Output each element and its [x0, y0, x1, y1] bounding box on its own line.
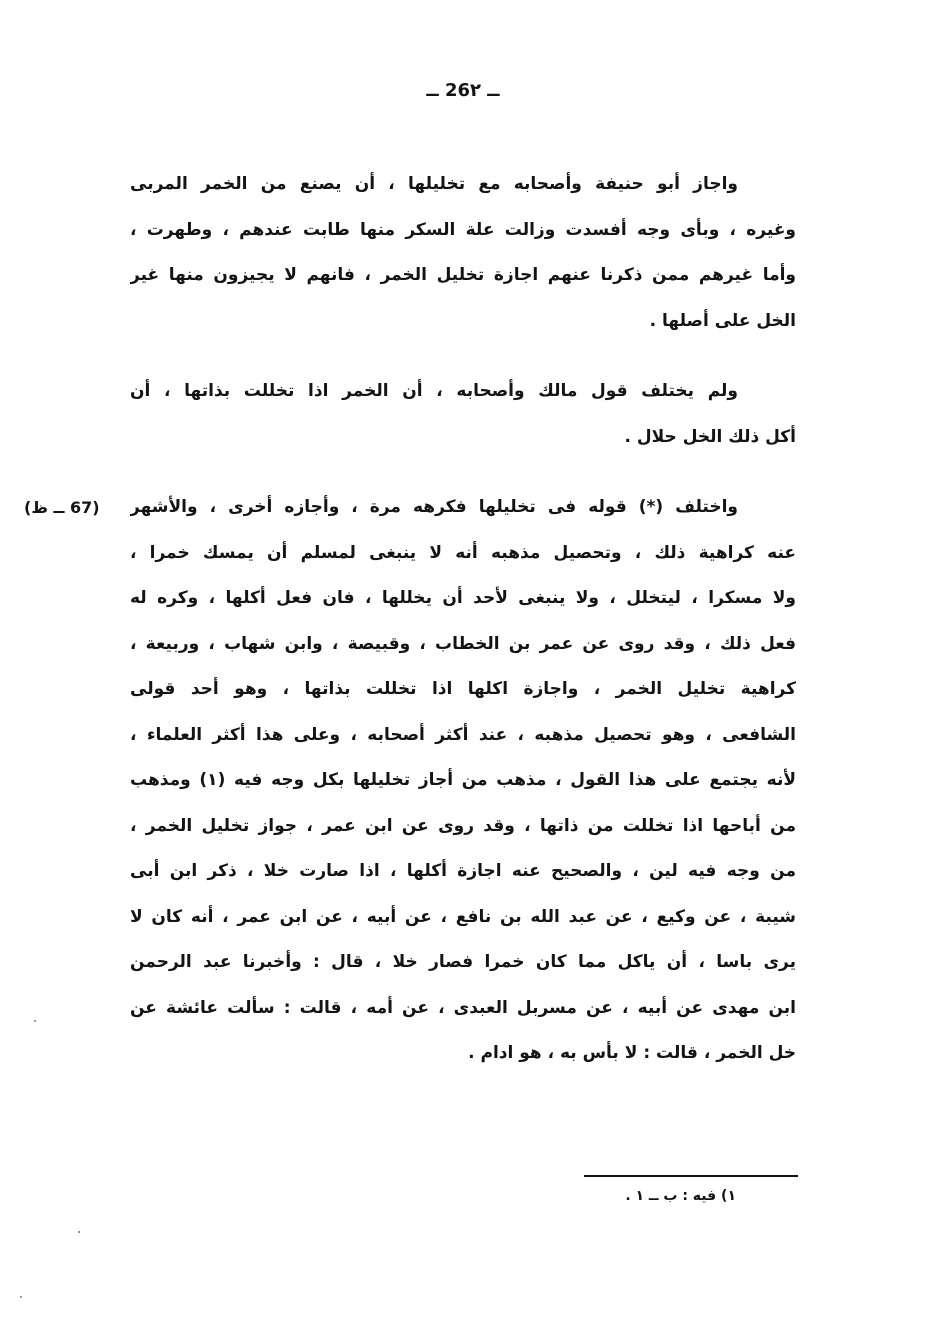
text-line: الشافعى ، وهو تحصيل مذهبه ، عند أكثر أصحابه ، وعلى هذا أكثر العلماء ، — [130, 724, 796, 745]
text-line: لأنه يجتمع على هذا القول ، مذهب من أجاز تخليلها بكل وجه فيه (١) ومذهب — [130, 770, 796, 790]
text-line: ولم يختلف قول مالك وأصحابه ، أن الخمر اذا تخللت بذاتها ، أن — [130, 381, 738, 401]
footnote: ١) فيه : ب ــ ١ . — [625, 1188, 736, 1204]
paragraph-1 — [130, 162, 796, 344]
scan-speck — [34, 1020, 36, 1022]
text-line: شيبة ، عن وكيع ، عن عبد الله بن نافع ، عن أبيه ، عن ابن عمر ، أنه كان لا — [130, 906, 796, 927]
footnote-divider — [584, 1175, 798, 1177]
text-line: ولا مسكرا ، ليتخلل ، ولا ينبغى لأحد أن يخللها ، فان فعل أكلها ، وكره له — [130, 588, 796, 608]
text-line: أكل ذلك الخل حلال . — [624, 426, 796, 447]
margin-note: (67 ــ ظ) — [24, 498, 100, 517]
paragraph-2 — [130, 369, 796, 460]
text-line: يرى باسا ، أن ياكل مما كان خمرا فصار خلا ، قال : وأخبرنا عبد الرحمن — [130, 952, 796, 972]
text-line: ابن مهدى عن أبيه ، عن مسربل العبدى ، عن أمه ، قالت : سألت عائشة عن — [130, 997, 796, 1018]
scan-speck — [78, 1231, 80, 1233]
text-line: خل الخمر ، قالت : لا بأس به ، هو ادام . — [468, 1043, 796, 1063]
scan-speck — [20, 1296, 22, 1298]
text-line: كراهية تخليل الخمر ، واجازة اكلها اذا تخللت بذاتها ، وهو أحد قولى — [130, 679, 796, 699]
text-line: عنه كراهية ذلك ، وتحصيل مذهبه أنه لا ينبغى لمسلم أن يمسك خمرا ، — [130, 542, 796, 563]
text-line: وأما غيرهم ممن ذكرنا عنهم اجازة تخليل الخمر ، فانهم لا يجيزون منها غير — [130, 265, 796, 285]
text-line: وغيره ، وبأى وجه أفسدت وزالت علة السكر منها طابت عندهم ، وطهرت ، — [130, 219, 796, 240]
page-number: ــ 26٢ ــ — [426, 80, 500, 101]
text-line: من أباحها اذا تخللت من ذاتها ، وقد روى عن ابن عمر ، جواز تخليل الخمر ، — [130, 815, 796, 836]
text-line: الخل على أصلها . — [649, 310, 796, 331]
text-line: من وجه فيه لين ، والصحيح عنه اجازة أكلها ، اذا صارت خلا ، ذكر ابن أبى — [130, 861, 796, 881]
text-line: واختلف (*) قوله فى تخليلها فكرهه مرة ، وأجازه أخرى ، والأشهر — [130, 497, 738, 517]
text-line: فعل ذلك ، وقد روى عن عمر بن الخطاب ، وقبيصة ، وابن شهاب ، وربيعة ، — [130, 633, 796, 654]
paragraph-3 — [130, 485, 796, 1077]
text-line: واجاز أبو حنيفة وأصحابه مع تخليلها ، أن يصنع من الخمر المربى — [130, 174, 738, 194]
